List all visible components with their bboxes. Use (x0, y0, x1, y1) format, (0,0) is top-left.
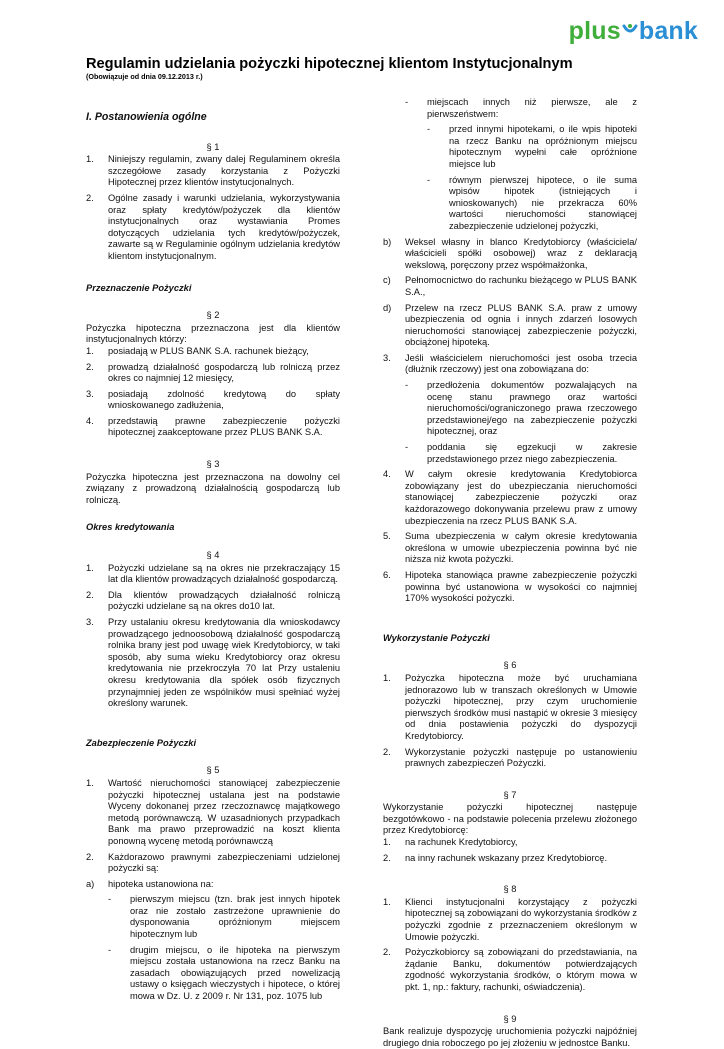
dash-marker: - (108, 894, 112, 905)
right-column (383, 97, 637, 1049)
list-item (383, 747, 637, 770)
paragraph-number: § 2 (206, 310, 220, 321)
list-item-text: przedstawią prawne zabezpieczenie pożyczki hipotecznej zaakceptowane przez PLUS BANK S.A. (108, 415, 340, 438)
list-number: 6. (383, 569, 391, 580)
list-item-text: Weksel własny in blanco Kredytobiorcy (właściciela/ właścicieli spółki osobowej) wraz z deklaracją wekslową, poręczony przez współmałżonka, (405, 236, 637, 270)
paragraph-7-list (383, 837, 637, 864)
list-number: 2. (86, 192, 94, 203)
logo-smile-icon (622, 22, 638, 40)
dash-marker: - (427, 174, 431, 185)
list-number: 5. (383, 531, 391, 542)
list-item-text: Hipoteka stanowiąca prawne zabezpieczenie pożyczki powinna być ustanowiona w wysokości co najmniej 170% wysokości pożyczki. (405, 569, 637, 604)
list-item (86, 778, 340, 848)
paragraph-number: § 8 (503, 884, 517, 895)
list-item (86, 590, 340, 613)
paragraph-5-list (86, 778, 340, 890)
list-number: 4. (383, 469, 391, 480)
list-item (86, 852, 340, 875)
list-item-text: Niniejszy regulamin, zwany dalej Regulaminem określa szczegółowe zasady korzystania z Pożyczki Hipotecznej przez klientów instytucjonalnych. (108, 154, 340, 188)
paragraph-1-list (86, 154, 340, 262)
document-title: Regulamin udzielania pożyczki hipotecznej klientom Instytucjonalnym (86, 56, 573, 72)
list-item-text: Pożyczkobiorcy są zobowiązani do przedstawiania, na żądanie Banku, dokumentów potwierdzających zgodność wykorzystania środków, o którym mowa w pkt. 1, np.: faktury, rachunki, oświadczenia). (405, 947, 637, 992)
list-item-text: Przelew na rzecz PLUS BANK S.A. praw z umowy ubezpieczenia od ognia i innych zdarzeń losowych nieruchomości stanowiącej zabezpieczenie pożyczki, obciążonej hipoteką. (405, 302, 637, 348)
paragraph-2-list (86, 346, 340, 439)
dash-item (427, 124, 637, 170)
list-item (383, 469, 637, 527)
list-item (86, 389, 340, 412)
list-number: 3. (383, 352, 391, 363)
list-item (86, 362, 340, 385)
list-item-text: Wartość nieruchomości stanowiącej zabezpieczenie pożyczki hipotecznej ustalana jest na podstawie Wyceny dokonanej przez rzeczoznawcę majątkowego metodą porównawczą. W uzasadnionych przypadkach Bank ma prawo przeprowadzić na koszt klienta ponowną wycenę metodą porównawczą (108, 777, 340, 846)
list-item-text: przedłożenia dokumentów pozwalających na ocenę stanu prawnego oraz wartości nieruchomości/ograniczonego prawa rzeczowego przedstawionej/ego na zabezpieczenie pożyczki hipotecznej, oraz (427, 380, 637, 437)
list-number: 1. (383, 896, 391, 907)
list-item-text: prowadzą działalność gospodarczą lub rolniczą przez okres co najmniej 12 miesięcy, (108, 361, 340, 384)
paragraph-text: Wykorzystanie pożyczki hipotecznej następuje bezgotówkowo - na podstawie polecenia przelewu złożonego przez Kredytobiorcę: (383, 802, 637, 836)
paragraph-number: § 9 (503, 1013, 517, 1024)
list-item-text: na inny rachunek wskazany przez Kredytobiorcę. (405, 852, 608, 863)
list-number: 3. (86, 388, 94, 399)
list-item (383, 570, 637, 605)
list-number: 1. (86, 777, 94, 788)
dash-marker: - (405, 97, 409, 107)
paragraph-number: § 1 (206, 141, 220, 152)
list-item (383, 275, 637, 298)
dash-item (427, 175, 637, 233)
list-item-text: Każdorazowo prawnymi zabezpieczeniami udzielonej pożyczki są: (108, 851, 340, 874)
list-number: a) (86, 878, 95, 889)
list-item-text: Dla klientów prowadzących działalność rolniczą pożyczki udzielane są na okres do10 lat. (108, 589, 340, 612)
left-column (86, 112, 340, 1007)
paragraph-text: Pożyczka hipoteczna przeznaczona jest dla klientów instytucjonalnych którzy: (86, 322, 340, 345)
paragraph-number: § 7 (503, 789, 517, 800)
list-item (86, 416, 340, 439)
list-item-text: Klienci instytucjonalni korzystający z pożyczki hipotecznej są zobowiązani do wykorzystania środków z pożyczki zgodnie z przeznaczeniem określonym w Umowie pożyczki. (405, 896, 637, 942)
list-item (86, 617, 340, 710)
list-number: c) (383, 275, 391, 286)
list-item (383, 353, 637, 376)
subheading-period: Okres kredytowania (86, 522, 175, 533)
section-heading-general: I. Postanowienia ogólne (86, 111, 207, 123)
paragraph-8-list (383, 897, 637, 994)
paragraph-text: Bank realizuje dyspozycję uruchomienia pożyczki najpóźniej drugiego dnia roboczego po jej złożeniu w jednostce Banku. (383, 1026, 637, 1048)
dash-text: miejscach innych niż pierwsze, ale z pierwszeństwem: (427, 97, 637, 119)
list-item (86, 563, 340, 586)
list-item-text: W całym okresie kredytowania Kredytobiorca zobowiązany jest do ubezpieczania nieruchomości stanowiącej zabezpieczenie pożyczki oraz każdorazowego dokonywania przelewu praw z umowy ubezpieczenia na rzecz PLUS BANK S.A. (405, 469, 637, 526)
list-number: 2. (86, 589, 94, 600)
list-number: 2. (383, 746, 391, 757)
paragraph-6-list (383, 673, 637, 770)
third-party-dash-list (383, 380, 637, 465)
dash-marker: - (405, 442, 409, 453)
paragraph-number: § 5 (206, 765, 220, 776)
dash-item (108, 945, 340, 1003)
document-effective-date: (Obowiązuje od dnia 09.12.2013 r.) (86, 72, 203, 81)
logo-bank-text: bank (638, 16, 698, 45)
list-item (383, 237, 637, 272)
subheading-security: Zabezpieczenie Pożyczki (86, 737, 197, 748)
list-number: 3. (86, 617, 94, 627)
list-item-text: Suma ubezpieczenia w całym okresie kredytowania określona w umowie ubezpieczenia powinna być nie niższa niż kwota pożyczki. (405, 531, 637, 565)
list-item (86, 879, 340, 891)
list-item-text: przed innymi hipotekami, o ile wpis hipoteki na rzecz Banku na opróżnionym miejscu hipotecznym wypełni całe opróżnione miejsce lub (449, 124, 637, 169)
list-item (383, 947, 637, 993)
list-item-text: hipoteka ustanowiona na: (108, 878, 214, 889)
subheading-usage: Wykorzystanie Pożyczki (383, 632, 490, 643)
insurance-items-list (383, 469, 637, 605)
list-item-text: na rachunek Kredytobiorcy, (405, 837, 518, 848)
list-number: d) (383, 302, 392, 313)
dash-item (405, 380, 637, 438)
list-item-text: równym pierwszej hipotece, o ile suma wpisów hipotek (istniejących i wnioskowanych) nie przekracza 60% wartości nieruchomości stanowiącej zabezpieczenie udzielonej pożyczki, (449, 174, 637, 231)
dash-item (108, 894, 340, 940)
list-number: 1. (383, 837, 391, 848)
subheading-purpose: Przeznaczenie Pożyczki (86, 282, 192, 293)
list-number: 1. (86, 154, 94, 165)
list-number: 1. (86, 345, 94, 356)
list-item-text: pierwszym miejscu (tzn. brak jest innych hipotek oraz nie zostało zastrzeżone uprawnienie do dysponowania opróżnionym miejscem hipotecznym lub (130, 894, 340, 940)
list-item (86, 193, 340, 263)
list-item (383, 853, 637, 865)
logo-plus-text: plus (568, 16, 621, 45)
list-number: 2. (86, 361, 94, 372)
list-number: 1. (383, 672, 391, 683)
list-item (383, 673, 637, 743)
dash-item (383, 97, 637, 120)
list-number: 1. (86, 562, 94, 573)
paragraph-5-dash-list (86, 894, 340, 1002)
dash-item (405, 442, 637, 465)
list-item-text: Pożyczki udzielane są na okres nie przekraczający 15 lat dla klientów prowadzących działalność gospodarczą. (108, 562, 340, 585)
list-item-text: Przy ustalaniu okresu kredytowania dla wnioskodawcy prowadzącego jednoosobową działalność gospodarczą rolnika brany jest pod uwagę wiek Kredytobiorcy, w taki sposób, aby suma wieku Kredytobiorcy oraz okresu kredytowania nie przekroczyła 70 lat Przy ustaleniu okresu kredytowania dla spółek osób fizycznych przynajmniej jeden ze wspólników musi spełniać wyżej określony warunek. (108, 617, 340, 709)
list-item-text: posiadają zdolność kredytową do spłaty wnioskowanego zadłużenia, (108, 388, 340, 411)
list-item (86, 346, 340, 358)
list-number: 4. (86, 415, 94, 426)
dash-marker: - (405, 380, 409, 391)
list-item-text: posiadają w PLUS BANK S.A. rachunek bieżący, (108, 345, 309, 356)
paragraph-text: Pożyczka hipoteczna jest przeznaczona na dowolny cel związany z prowadzoną działalnością gospodarczą lub rolniczą. (86, 471, 340, 505)
paragraph-number: § 6 (503, 660, 517, 671)
list-item (86, 154, 340, 189)
list-number: b) (383, 236, 392, 247)
nested-dash-list (383, 124, 637, 232)
list-item-text: Jeśli właścicielem nieruchomości jest osoba trzecia (dłużnik rzeczowy) jest ona zobowiązana do: (405, 352, 637, 375)
list-item (383, 897, 637, 943)
list-item (383, 531, 637, 566)
security-items-list (383, 237, 637, 377)
paragraph-4-list (86, 563, 340, 710)
dash-marker: - (427, 124, 431, 135)
list-item-text: poddania się egzekucji w zakresie przedstawionego przez niego zabezpieczenia. (427, 442, 637, 464)
list-number: 2. (383, 947, 391, 958)
list-item-text: Pożyczka hipoteczna może być uruchamiana jednorazowo lub w transzach określonych w Umowie pożyczki hipotecznej, przy czym uruchomienie pierwszych środków musi nastąpić w okresie 3 miesięcy od dnia postawienia pożyczki do dyspozycji Kredytobiorcy. (405, 672, 637, 741)
plus-bank-logo (569, 18, 698, 44)
dash-marker: - (108, 944, 112, 955)
paragraph-number: § 4 (206, 550, 220, 561)
list-item-text: Ogólne zasady i warunki udzielania, wykorzystywania oraz spłaty kredytów/pożyczek dla klientów instytucjonalnych oraz wystawiania Promes dotyczących udzielania tych kredytów/pożyczek, zawarte są w Regulaminie ogólnym udzielania kredytów klientom instytucjonalnym. (108, 192, 340, 261)
list-item (383, 837, 637, 849)
list-number: 2. (86, 851, 94, 862)
list-number: 2. (383, 852, 391, 863)
list-item-text: Wykorzystanie pożyczki następuje po ustanowieniu prawnych zabezpieczeń Pożyczki. (405, 746, 637, 769)
paragraph-number: § 3 (206, 459, 220, 470)
list-item-text: drugim miejscu, o ile hipoteka na pierwszym miejscu została ustanowiona na rzecz Banku na zasadach obowiązujących przed nowelizacją ustawy o księgach wieczystych i hipotece, o której mowa w Dz. U. z 2009 r. Nr 131, poz. 1075 lub (130, 944, 340, 1002)
list-item-text: Pełnomocnictwo do rachunku bieżącego w PLUS BANK S.A., (405, 275, 637, 297)
list-item (383, 303, 637, 349)
